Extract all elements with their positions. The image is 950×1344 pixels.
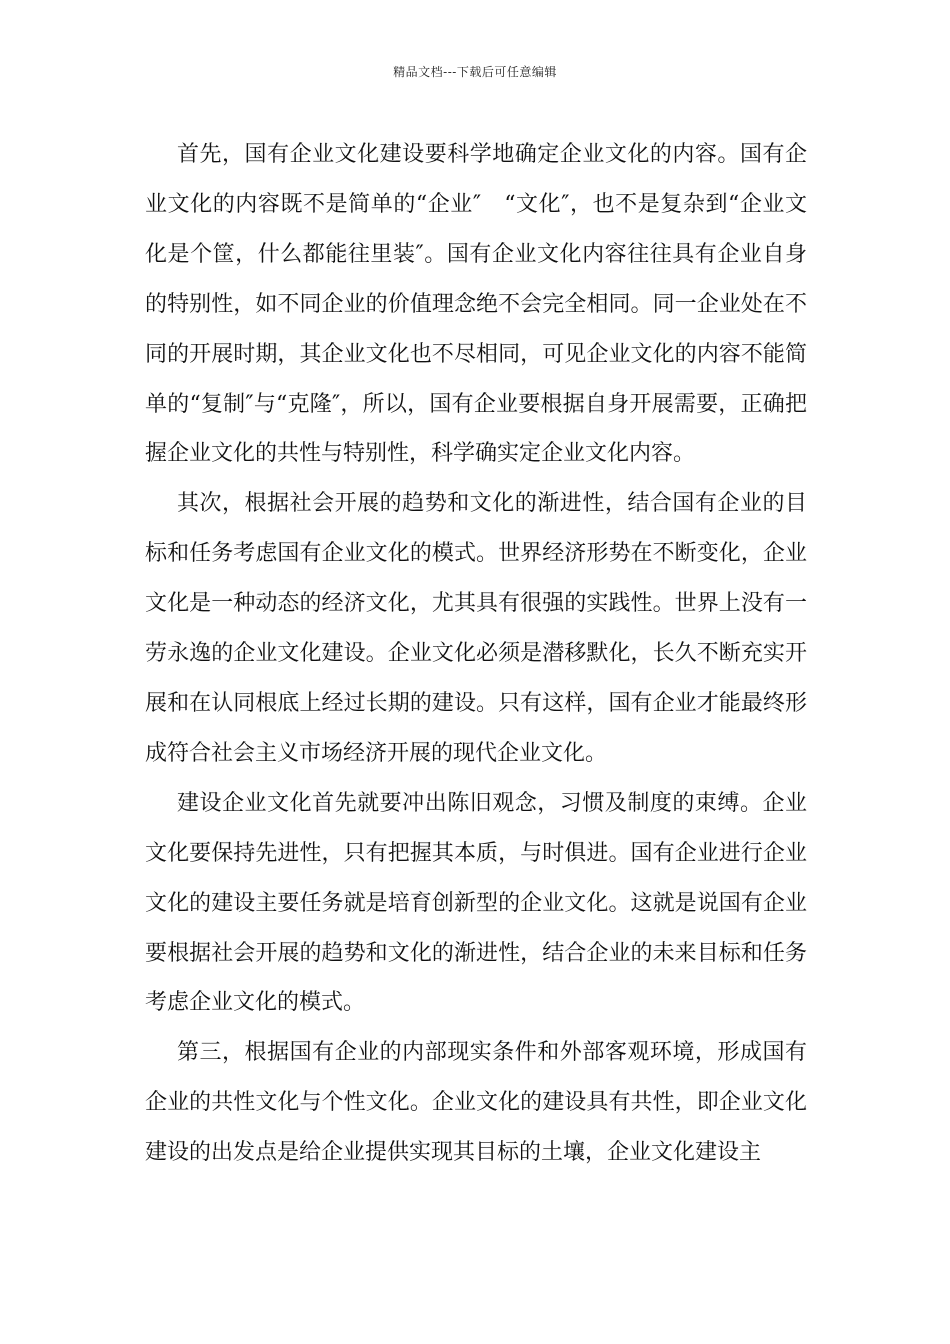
page-header: 精品文档---下载后可任意编辑 bbox=[393, 65, 557, 79]
paragraph-3: 建设企业文化首先就要冲出陈旧观念，习惯及制度的束缚。企业文化要保持先进性，只有把握其本质，与时俱进。国有企业进行企业文化的建设主要任务就是培育创新型的企业文化。这就是说国有企业要根据社会开展的趋势和文化的渐进性，结合企业的未来目标和任务考虑企业文化的模式。 bbox=[145, 790, 807, 1016]
paragraph-2: 其次，根据社会开展的趋势和文化的渐进性，结合国有企业的目标和任务考虑国有企业文化的模式。世界经济形势在不断变化，企业文化是一种动态的经济文化，尤其具有很强的实践性。世界上没有一劳永逸的企业文化建设。企业文化必须是潜移默化，长久不断充实开展和在认同根底上经过长期的建设。只有这样，国有企业才能最终形成符合社会主义市场经济开展的现代企业文化。 bbox=[145, 491, 807, 766]
document-body bbox=[145, 130, 807, 1178]
paragraph-4: 第三，根据国有企业的内部现实条件和外部客观环境，形成国有企业的共性文化与个性文化。企业文化的建设具有共性，即企业文化建设的出发点是给企业提供实现其目标的土壤，企业文化建设主 bbox=[145, 1040, 807, 1166]
paragraph-1: 首先，国有企业文化建设要科学地确定企业文化的内容。国有企业文化的内容既不是简单的“企业″ “文化″，也不是复杂到“企业文化是个筐，什么都能往里装″。国有企业文化内容往往具有企业自身的特别性，如不同企业的价值理念绝不会完全相同。同一企业处在不同的开展时期，其企业文化也不尽相同，可见企业文化的内容不能简单的“复制″与“克隆″，所以，国有企业要根据自身开展需要，正确把握企业文化的共性与特别性，科学确实定企业文化内容。 bbox=[145, 142, 807, 467]
